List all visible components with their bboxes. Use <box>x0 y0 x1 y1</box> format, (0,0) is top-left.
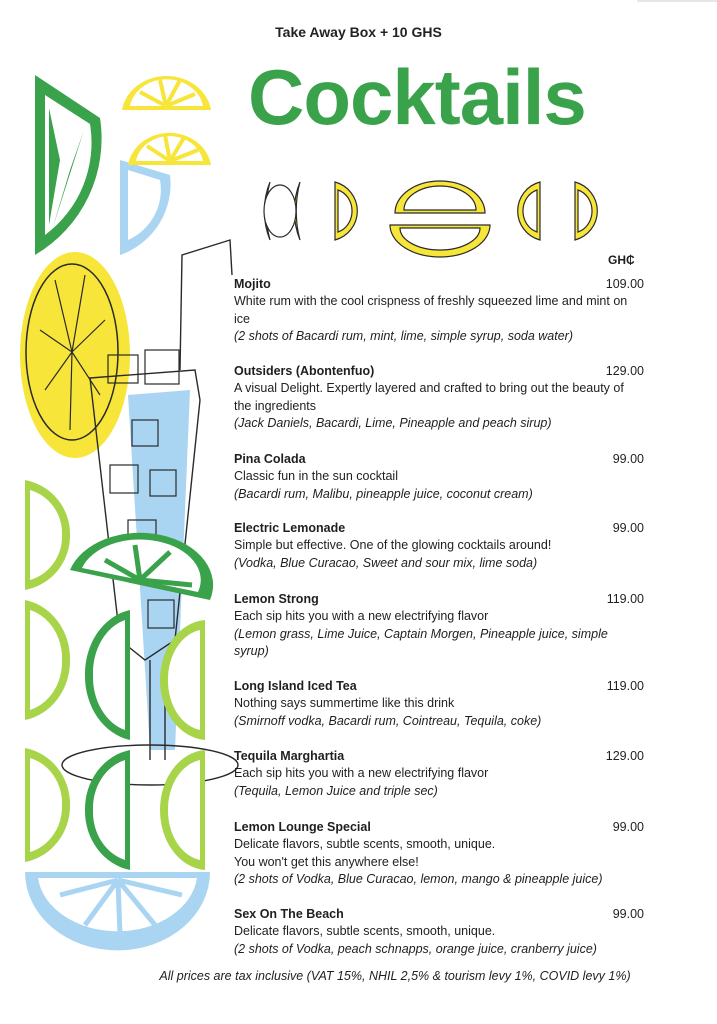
item-description-extra: You won't get this anywhere else! <box>234 854 419 869</box>
item-price: 119.00 <box>606 592 644 606</box>
currency-label: GH₵ <box>608 253 635 267</box>
item-name: Sex On The Beach <box>234 907 344 921</box>
menu-item <box>234 748 644 800</box>
item-ingredients: (Bacardi rum, Malibu, pineapple juice, coconut cream) <box>234 486 533 501</box>
menu-item <box>234 276 644 345</box>
item-price: 99.00 <box>612 521 644 535</box>
menu-item <box>234 363 644 432</box>
blue-lime-half-icon <box>25 872 210 950</box>
item-description: A visual Delight. Expertly layered and crafted to bring out the beauty of the ingredients <box>234 381 624 413</box>
item-ingredients: (2 shots of Vodka, Blue Curacao, lemon, mango & pineapple juice) <box>234 871 603 886</box>
item-description: Delicate flavors, subtle scents, smooth, unique. <box>234 924 496 939</box>
item-ingredients: (Jack Daniels, Bacardi, Lime, Pineapple and peach sirup) <box>234 415 552 430</box>
tax-footnote: All prices are tax inclusive (VAT 15%, NHIL 2,5% & tourism levy 1%, COVID levy 1%) <box>159 969 631 983</box>
item-name: Electric Lemonade <box>234 521 346 535</box>
item-ingredients: (Lemon grass, Lime Juice, Captain Morgen, Pineapple juice, simple syrup) <box>234 626 608 658</box>
item-price: 129.00 <box>605 749 644 763</box>
item-price: 119.00 <box>606 679 644 693</box>
item-name: Pina Colada <box>234 452 306 466</box>
item-description: Classic fun in the sun cocktail <box>234 469 398 484</box>
item-description: Nothing says summertime like this drink <box>234 696 455 711</box>
menu-item <box>234 591 644 660</box>
item-name: Lemon Strong <box>234 592 319 606</box>
item-description: Each sip hits you with a new electrifying flavor <box>234 609 489 624</box>
item-description: Simple but effective. One of the glowing cocktails around! <box>234 538 552 553</box>
item-name: Lemon Lounge Special <box>234 820 371 834</box>
menu-item <box>234 520 644 572</box>
menu-item <box>234 451 644 503</box>
takeaway-note: Take Away Box + 10 GHS <box>275 24 442 40</box>
item-ingredients: (Vodka, Blue Curacao, Sweet and sour mix, lime soda) <box>234 555 538 570</box>
menu-item <box>234 678 644 730</box>
item-ingredients: (Smirnoff vodka, Bacardi rum, Cointreau, Tequila, coke) <box>234 713 542 728</box>
item-description: Delicate flavors, subtle scents, smooth, unique. <box>234 837 496 852</box>
item-name: Mojito <box>234 277 271 291</box>
item-name: Long Island Iced Tea <box>234 679 357 693</box>
item-price: 129.00 <box>605 364 644 378</box>
menu-item <box>234 906 644 958</box>
menu-item <box>234 819 644 888</box>
item-description: White rum with the cool crispness of freshly squeezed lime and mint on ice <box>234 294 628 326</box>
item-name: Tequila Marghartia <box>234 749 345 763</box>
item-ingredients: (2 shots of Bacardi rum, mint, lime, simple syrup, soda water) <box>234 328 574 343</box>
item-price: 109.00 <box>605 277 644 291</box>
item-ingredients: (Tequila, Lemon Juice and triple sec) <box>234 783 438 798</box>
item-price: 99.00 <box>612 452 644 466</box>
item-name: Outsiders (Abontenfuo) <box>234 364 375 378</box>
item-price: 99.00 <box>612 820 644 834</box>
item-price: 99.00 <box>612 907 644 921</box>
blue-lime-wedge-icon <box>120 160 171 255</box>
item-description: Each sip hits you with a new electrifying flavor <box>234 766 489 781</box>
yellow-lemon-slice-icon <box>122 76 211 165</box>
page-title: Cocktails <box>248 53 586 141</box>
green-lime-wedge-icon <box>35 75 102 255</box>
item-ingredients: (2 shots of Vodka, peach schnapps, orange juice, cranberry juice) <box>234 941 597 956</box>
lemon-slices-row-icon <box>264 181 597 257</box>
